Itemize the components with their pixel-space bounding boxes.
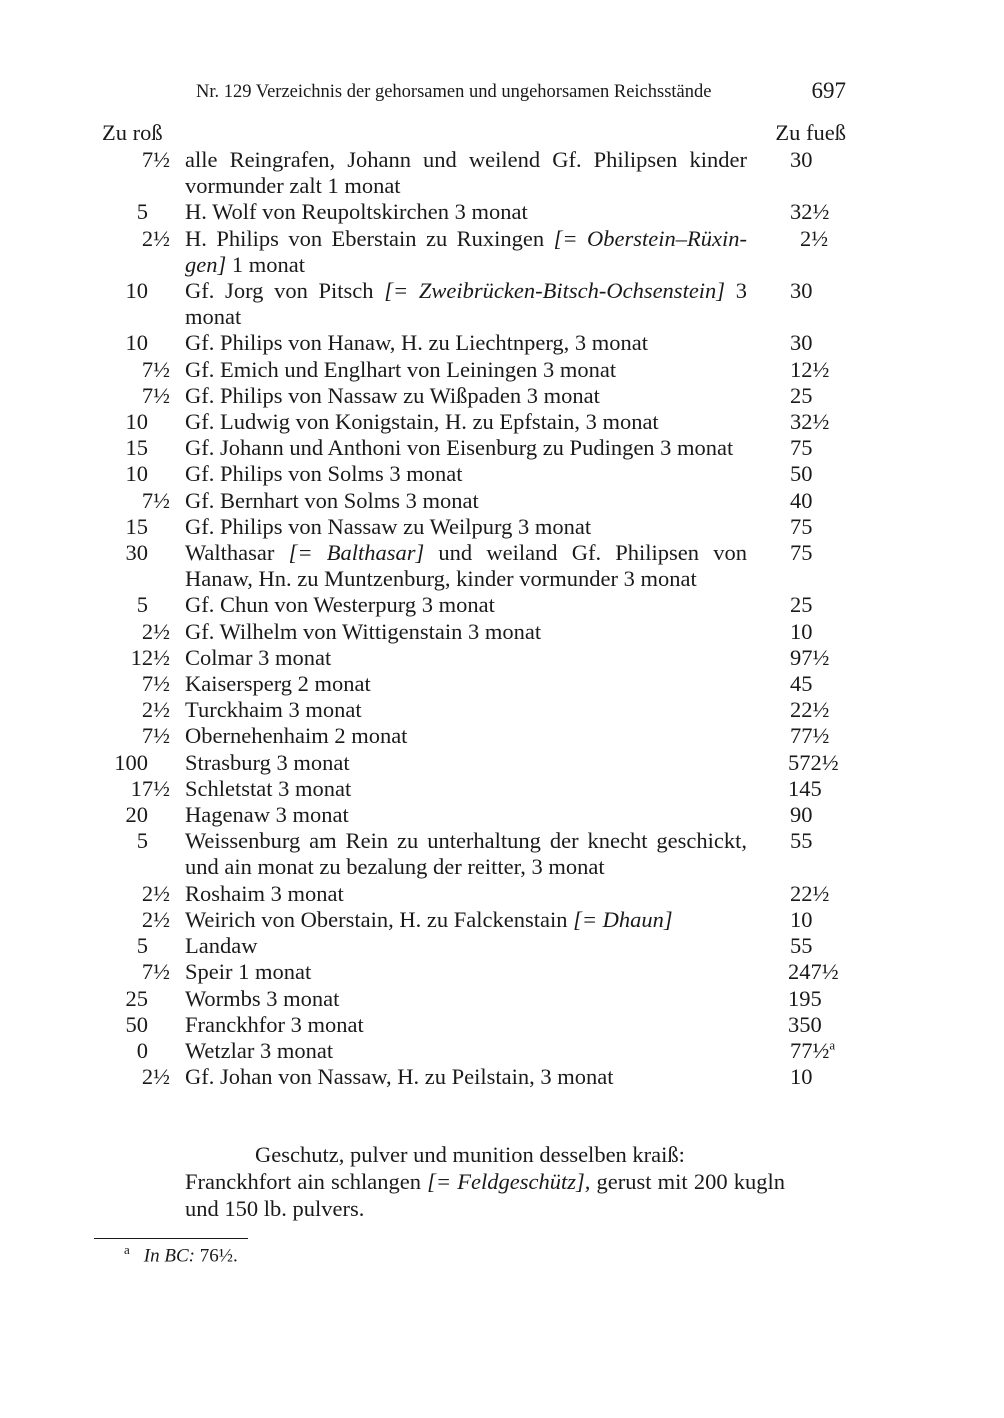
column-header-zu-ross: Zu roß <box>102 120 163 145</box>
entry-text: Wormbs 3 monat <box>185 985 340 1011</box>
zu-fuess-number: 50 <box>790 461 813 487</box>
zu-fuess-value <box>790 881 880 907</box>
table-row <box>100 907 860 933</box>
zu-fuess-value <box>790 435 880 461</box>
table-row <box>100 933 860 959</box>
column-header-zu-fuess: Zu fueß <box>775 120 846 145</box>
zu-fuess-number: 40 <box>790 487 813 513</box>
zu-fuess-value <box>790 933 880 959</box>
entry-text: Gf. Philips von Nassaw zu Wißpaden 3 monat <box>185 382 600 408</box>
table-row <box>100 435 860 461</box>
zu-fuess-number: 75 <box>790 513 813 539</box>
table-row <box>100 697 860 723</box>
entry-text: Walthasar <box>185 540 289 566</box>
zu-fuess-value <box>790 697 880 723</box>
zu-ross-value: 7½ <box>141 356 170 382</box>
editorial-note: [= Dhaun] <box>573 906 673 932</box>
zu-ross-value: 7½ <box>141 723 170 749</box>
artillery-section <box>185 1141 785 1222</box>
zu-ross-value: 7½ <box>141 671 170 697</box>
zu-ross-value: 50 <box>125 1011 148 1037</box>
zu-fuess-number: 25 <box>790 382 813 408</box>
entry <box>185 907 747 933</box>
section-entry <box>185 1168 785 1222</box>
table-row <box>100 357 860 383</box>
entry-text: und weiland Gf. Philipsen von Hanaw, Hn. zu Muntzenburg, kinder vormunder 3 monat <box>185 540 747 592</box>
entry <box>185 488 747 514</box>
zu-fuess-value <box>790 619 880 645</box>
zu-fuess-value <box>790 1038 880 1064</box>
zu-fuess-value <box>788 750 878 776</box>
zu-fuess-number: 12½ <box>790 356 830 382</box>
table-row <box>100 645 860 671</box>
zu-fuess-value <box>788 986 878 1012</box>
zu-ross-value: 0 <box>136 1037 148 1063</box>
zu-fuess-number: 2½ <box>800 225 829 251</box>
zu-ross-value: 5 <box>136 933 148 959</box>
table-row <box>100 802 860 828</box>
zu-fuess-value <box>790 645 880 671</box>
table-row <box>100 671 860 697</box>
running-head <box>196 78 846 108</box>
table-row <box>100 750 860 776</box>
table-row <box>100 723 860 749</box>
entry-text: Strasburg 3 monat <box>185 749 350 775</box>
zu-fuess-value <box>790 592 880 618</box>
contribution-table <box>100 147 860 1090</box>
zu-fuess-number: 55 <box>790 933 813 959</box>
zu-fuess-value <box>790 723 880 749</box>
entry-text: Gf. Jorg von Pitsch <box>185 278 385 304</box>
entry-text: Kaisersperg 2 monat <box>185 671 371 697</box>
entry <box>185 1038 747 1064</box>
zu-fuess-number: 75 <box>790 435 813 461</box>
zu-ross-value: 7½ <box>141 382 170 408</box>
entry <box>185 1012 747 1038</box>
entry-text: Speir 1 monat <box>185 959 312 985</box>
zu-ross-value: 20 <box>125 802 148 828</box>
table-row <box>100 540 860 592</box>
entry <box>185 1064 747 1090</box>
zu-fuess-value <box>788 959 878 985</box>
table-row <box>100 330 860 356</box>
zu-ross-value: 2½ <box>141 225 170 251</box>
zu-fuess-value <box>790 540 880 566</box>
zu-fuess-number: 32½ <box>790 199 830 225</box>
zu-ross-value: 5 <box>136 199 148 225</box>
zu-ross-value: 2½ <box>141 906 170 932</box>
page-number: 697 <box>811 78 846 103</box>
section-title: Geschutz, pulver und munition desselben kraiß: <box>255 1142 685 1167</box>
editorial-note: [= Oberstein–Rüxin-gen] <box>185 225 747 277</box>
entry <box>185 540 747 592</box>
zu-ross-value: 10 <box>125 330 148 356</box>
entry-text: Gf. Philips von Solms 3 monat <box>185 461 463 487</box>
table-row <box>100 226 860 278</box>
entry-text: Wetzlar 3 monat <box>185 1037 334 1063</box>
entry-text: 1 monat <box>226 251 305 277</box>
entry-text: H. Wolf von Reupoltskirchen 3 monat <box>185 199 528 225</box>
zu-fuess-value <box>790 383 880 409</box>
table-row <box>100 881 860 907</box>
zu-fuess-number: 10 <box>790 906 813 932</box>
entry-text: 3 monat <box>185 278 748 330</box>
zu-fuess-value <box>790 199 880 225</box>
zu-fuess-value <box>790 1064 880 1090</box>
entry-text: Colmar 3 monat <box>185 644 332 670</box>
entry-text: Franckhfort ain schlangen <box>185 1169 428 1194</box>
zu-fuess-number: 30 <box>790 147 813 172</box>
zu-ross-value: 5 <box>136 828 148 854</box>
entry <box>185 645 747 671</box>
entry-text: Schletstat 3 monat <box>185 775 352 801</box>
entry-text: gerust mit 200 kugln und 150 lb. pulvers. <box>185 1169 785 1221</box>
entry-text: Obernehenhaim 2 monat <box>185 723 408 749</box>
entry-text: Roshaim 3 monat <box>185 880 344 906</box>
zu-ross-value: 7½ <box>141 959 170 985</box>
entry <box>185 147 747 199</box>
entry <box>185 330 747 356</box>
entry <box>185 278 747 330</box>
entry <box>185 435 747 461</box>
zu-fuess-value <box>790 488 880 514</box>
zu-fuess-value <box>790 278 880 304</box>
zu-fuess-number: 22½ <box>790 697 830 723</box>
zu-fuess-number: 10 <box>790 618 813 644</box>
zu-fuess-value <box>788 1012 878 1038</box>
zu-fuess-number: 22½ <box>790 880 830 906</box>
zu-fuess-number: 77½ <box>790 1037 830 1063</box>
zu-ross-value: 5 <box>136 592 148 618</box>
zu-fuess-number: 145 <box>788 775 822 801</box>
zu-ross-value: 30 <box>125 540 148 566</box>
zu-ross-value: 2½ <box>141 880 170 906</box>
entry-text: Gf. Emich und Englhart von Leiningen 3 monat <box>185 356 617 382</box>
zu-fuess-value <box>790 357 880 383</box>
entry <box>185 199 747 225</box>
zu-ross-value: 7½ <box>141 487 170 513</box>
zu-ross-value: 10 <box>125 278 148 304</box>
table-row <box>100 776 860 802</box>
table-row <box>100 592 860 618</box>
zu-fuess-value <box>800 226 890 252</box>
entry <box>185 750 747 776</box>
zu-ross-value: 15 <box>125 435 148 461</box>
entry-text: Gf. Ludwig von Konigstain, H. zu Epfstain, 3 monat <box>185 409 659 435</box>
table-row <box>100 488 860 514</box>
zu-fuess-number: 75 <box>790 540 813 566</box>
zu-ross-value: 10 <box>125 409 148 435</box>
zu-ross-value: 17½ <box>130 775 170 801</box>
entry <box>185 723 747 749</box>
zu-fuess-number: 90 <box>790 802 813 828</box>
table-row <box>100 147 860 199</box>
zu-ross-value: 2½ <box>141 697 170 723</box>
table-row <box>100 959 860 985</box>
entry-text: Hagenaw 3 monat <box>185 802 349 828</box>
zu-fuess-value <box>790 147 880 173</box>
zu-fuess-value <box>790 671 880 697</box>
zu-fuess-number: 45 <box>790 671 813 697</box>
entry <box>185 592 747 618</box>
entry-text: Gf. Bernhart von Solms 3 monat <box>185 487 479 513</box>
zu-ross-value: 15 <box>125 513 148 539</box>
table-row <box>100 461 860 487</box>
entry <box>185 933 747 959</box>
table-row <box>100 828 860 880</box>
editorial-note: [= Balthasar] <box>288 540 425 566</box>
entry-text: alle Reingrafen, Johann und weilend Gf. Philipsen kinder vormunder zalt 1 monat <box>185 147 747 199</box>
running-title: Nr. 129 Verzeichnis der gehorsamen und ungehorsamen Reichsstände <box>196 82 712 102</box>
entry <box>185 461 747 487</box>
table-row <box>100 1012 860 1038</box>
table-row <box>100 514 860 540</box>
entry-text: Franckhfor 3 monat <box>185 1011 364 1037</box>
footnote <box>124 1242 238 1267</box>
table-row <box>100 986 860 1012</box>
column-headers <box>100 120 846 148</box>
table-row <box>100 383 860 409</box>
entry <box>185 776 747 802</box>
editorial-note: [= Feldgeschütz], <box>427 1169 591 1194</box>
entry-text: Weissenburg am Rein zu unterhaltung der knecht geschickt, und ain monat zu bezalung der reitter, 3 monat <box>185 828 747 880</box>
zu-fuess-number: 30 <box>790 278 813 304</box>
table-row <box>100 619 860 645</box>
table-row <box>100 1064 860 1090</box>
entry <box>185 619 747 645</box>
zu-ross-value: 7½ <box>141 147 170 172</box>
entry <box>185 828 747 880</box>
zu-ross-value: 10 <box>125 461 148 487</box>
table-row <box>100 199 860 225</box>
footnote-text: 76½. <box>194 1245 238 1267</box>
entry-text: Gf. Philips von Nassaw zu Weilpurg 3 monat <box>185 513 592 539</box>
zu-fuess-number: 25 <box>790 592 813 618</box>
entry-text: H. Philips von Eberstain zu Ruxingen <box>185 225 554 251</box>
zu-fuess-number: 32½ <box>790 409 830 435</box>
entry <box>185 802 747 828</box>
zu-fuess-number: 55 <box>790 828 813 854</box>
zu-fuess-number: 350 <box>788 1011 822 1037</box>
entry-text: Turckhaim 3 monat <box>185 697 362 723</box>
zu-fuess-number: 10 <box>790 1064 813 1090</box>
zu-fuess-number: 77½ <box>790 723 830 749</box>
zu-fuess-number: 30 <box>790 330 813 356</box>
entry <box>185 959 747 985</box>
zu-fuess-value <box>790 461 880 487</box>
zu-ross-value: 100 <box>114 749 148 775</box>
entry <box>185 881 747 907</box>
entry <box>185 226 747 278</box>
entry <box>185 357 747 383</box>
entry <box>185 986 747 1012</box>
zu-fuess-value <box>790 514 880 540</box>
entry <box>185 514 747 540</box>
footnote-mark: a <box>124 1242 130 1257</box>
zu-fuess-number: 97½ <box>790 644 830 670</box>
zu-fuess-number: 195 <box>788 985 822 1011</box>
entry <box>185 409 747 435</box>
entry-text: Gf. Johan von Nassaw, H. zu Peilstain, 3 monat <box>185 1064 614 1090</box>
entry-text: Gf. Philips von Hanaw, H. zu Liechtnperg, 3 monat <box>185 330 649 356</box>
zu-ross-value: 12½ <box>130 644 170 670</box>
entry-text: Gf. Chun von Westerpurg 3 monat <box>185 592 495 618</box>
entry-text: Gf. Johann und Anthoni von Eisenburg zu Pudingen 3 monat <box>185 435 734 461</box>
footnote-rule <box>94 1238 248 1239</box>
table-row <box>100 1038 860 1064</box>
footnote-reference: a <box>829 1037 836 1053</box>
footnote-source: In BC: <box>143 1245 195 1267</box>
entry <box>185 383 747 409</box>
zu-fuess-value <box>790 802 880 828</box>
table-row <box>100 278 860 330</box>
zu-ross-value: 25 <box>125 985 148 1011</box>
table-row <box>100 409 860 435</box>
entry-text: Weirich von Oberstain, H. zu Falckenstain <box>185 906 574 932</box>
zu-fuess-number: 572½ <box>788 749 839 775</box>
entry-text: Landaw <box>185 933 258 959</box>
zu-ross-value: 2½ <box>141 618 170 644</box>
zu-fuess-value <box>790 907 880 933</box>
entry <box>185 697 747 723</box>
entry-text: Gf. Wilhelm von Wittigenstain 3 monat <box>185 618 542 644</box>
zu-fuess-number: 247½ <box>788 959 839 985</box>
entry <box>185 671 747 697</box>
editorial-note: [= Zweibrücken-Bitsch-Ochsenstein] <box>384 278 726 304</box>
zu-fuess-value <box>790 409 880 435</box>
zu-fuess-value <box>788 776 878 802</box>
zu-ross-value: 2½ <box>141 1064 170 1090</box>
zu-fuess-value <box>790 828 880 854</box>
zu-fuess-value <box>790 330 880 356</box>
